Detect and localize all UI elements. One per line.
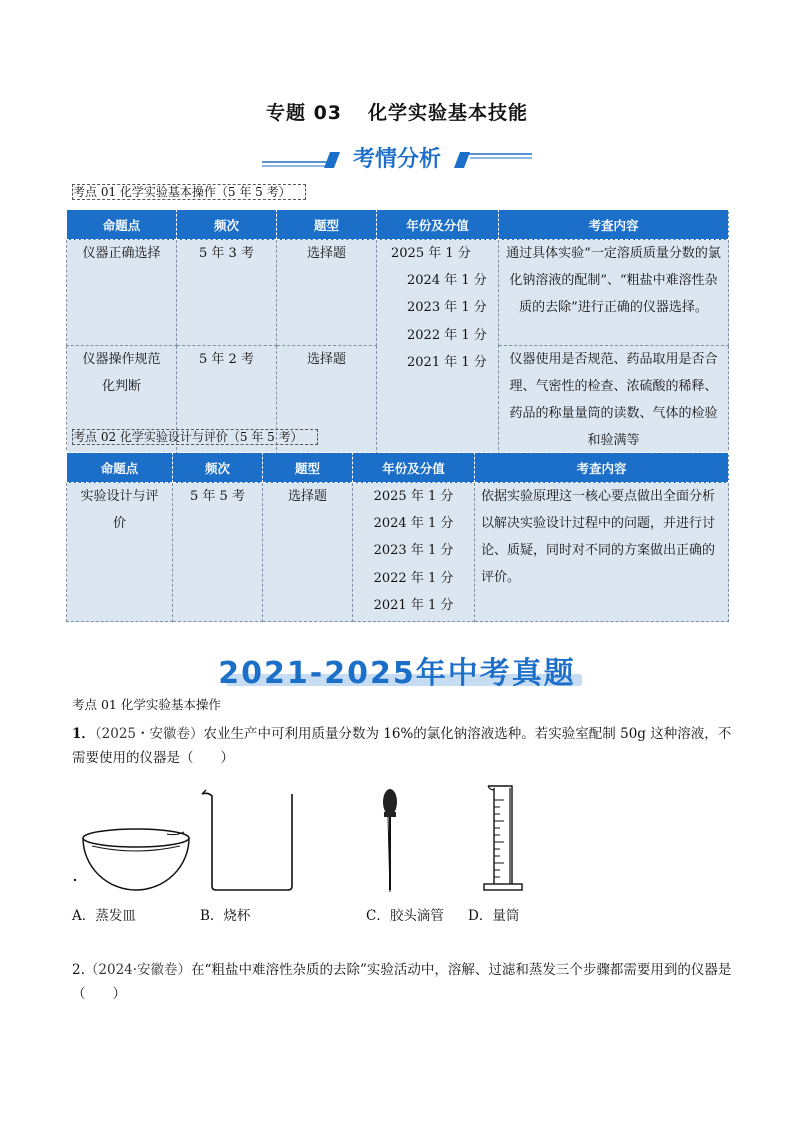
question-text: 在“粗盐中难溶性杂质的去除”实验活动中，溶解、过滤和蒸发三个步骤都需要用到的仪器是（ ） xyxy=(72,962,732,1002)
header-cell: 题型 xyxy=(277,210,377,240)
section-heading-2: 考点 02 化学实验设计与评价（5 年 5 考） xyxy=(72,428,318,445)
cell-freq: 5 年 3 考 xyxy=(177,240,277,346)
exam-banner xyxy=(0,644,794,692)
banner-title: 考情分析 xyxy=(352,147,441,172)
section-heading-3: 考点 01 化学实验基本操作 xyxy=(72,697,221,712)
header-cell: 年份及分值 xyxy=(377,210,499,240)
cell-content: 仪器使用是否规范、药品取用是否合理、气密性的检查、浓硫酸的稀释、药品的称量量筒的读数、气体的检验和验满等 xyxy=(499,346,729,455)
analysis-banner xyxy=(0,140,794,176)
header-cell: 考查内容 xyxy=(499,210,729,240)
section-heading-1: 考点 01 化学实验基本操作（5 年 5 考） xyxy=(72,183,306,200)
apparatus-figures xyxy=(72,780,542,900)
table-row xyxy=(67,240,729,346)
header-cell: 题型 xyxy=(263,453,353,483)
cell-years: 2025 年 1 分 2024 年 1 分 2023 年 1 分 2022 年 1 分 2021 年 1 分 xyxy=(353,483,475,622)
beaker-icon xyxy=(202,790,292,890)
table-header-row xyxy=(67,210,729,240)
cell-type: 选择题 xyxy=(277,346,377,455)
header-cell: 考查内容 xyxy=(475,453,729,483)
question-source: （2025・安徽卷） xyxy=(94,726,204,742)
cell-content: 通过具体实验“一定溶质质量分数的氯化钠溶液的配制”、“粗盐中难溶性杂质的去除”进行正确的仪器选择。 xyxy=(499,240,729,346)
option-b[interactable]: B．烧杯 xyxy=(200,908,251,924)
header-cell: 年份及分值 xyxy=(353,453,475,483)
option-a[interactable]: A．蒸发皿 xyxy=(72,908,136,924)
question-2 xyxy=(72,958,732,1006)
header-cell: 频次 xyxy=(177,210,277,240)
cell-type: 选择题 xyxy=(277,240,377,346)
cell-content: 依据实验原理这一核心要点做出全面分析以解决实验设计过程中的问题，并进行讨论、质疑，同时对不同的方案做出正确的评价。 xyxy=(475,483,729,622)
question-number: 1． xyxy=(72,726,95,742)
cell-type: 选择题 xyxy=(263,483,353,622)
cell-freq: 5 年 5 考 xyxy=(173,483,263,622)
option-c[interactable]: C．胶头滴管 xyxy=(366,908,444,924)
header-cell: 命题点 xyxy=(67,210,177,240)
dropper-icon xyxy=(383,789,397,892)
header-cell: 频次 xyxy=(173,453,263,483)
measuring-cylinder-icon xyxy=(484,786,522,890)
cell-point: 仪器正确选择 xyxy=(67,240,177,346)
cell-freq: 5 年 2 考 xyxy=(177,346,277,455)
option-d[interactable]: D．量筒 xyxy=(468,908,520,924)
question-number: 2. xyxy=(72,962,85,978)
cell-years: 2025 年 1 分 2024 年 1 分 2023 年 1 分 2022 年 1 分 2021 年 1 分 xyxy=(377,240,499,455)
question-text: 农业生产中可利用质量分数为 16%的氯化钠溶液选种。若实验室配制 50g 这种溶液，不需要使用的仪器是（ ） xyxy=(72,726,732,766)
page-title xyxy=(0,98,794,125)
question-source: （2024·安徽卷） xyxy=(84,962,192,978)
title-number: 专题 03 xyxy=(265,102,343,124)
cell-point: 实验设计与评价 xyxy=(67,483,173,622)
table-header-row xyxy=(67,453,729,483)
exam-banner-title: 2021-2025年中考真题 xyxy=(218,656,576,691)
header-cell: 命题点 xyxy=(67,453,173,483)
cell-point: 仪器操作规范化判断 xyxy=(67,346,177,455)
analysis-table-1 xyxy=(66,209,729,455)
question-1 xyxy=(72,722,732,770)
analysis-table-2 xyxy=(66,452,729,622)
title-text: 化学实验基本技能 xyxy=(368,102,529,124)
evaporating-dish-icon xyxy=(83,829,189,890)
table-row xyxy=(67,483,729,622)
